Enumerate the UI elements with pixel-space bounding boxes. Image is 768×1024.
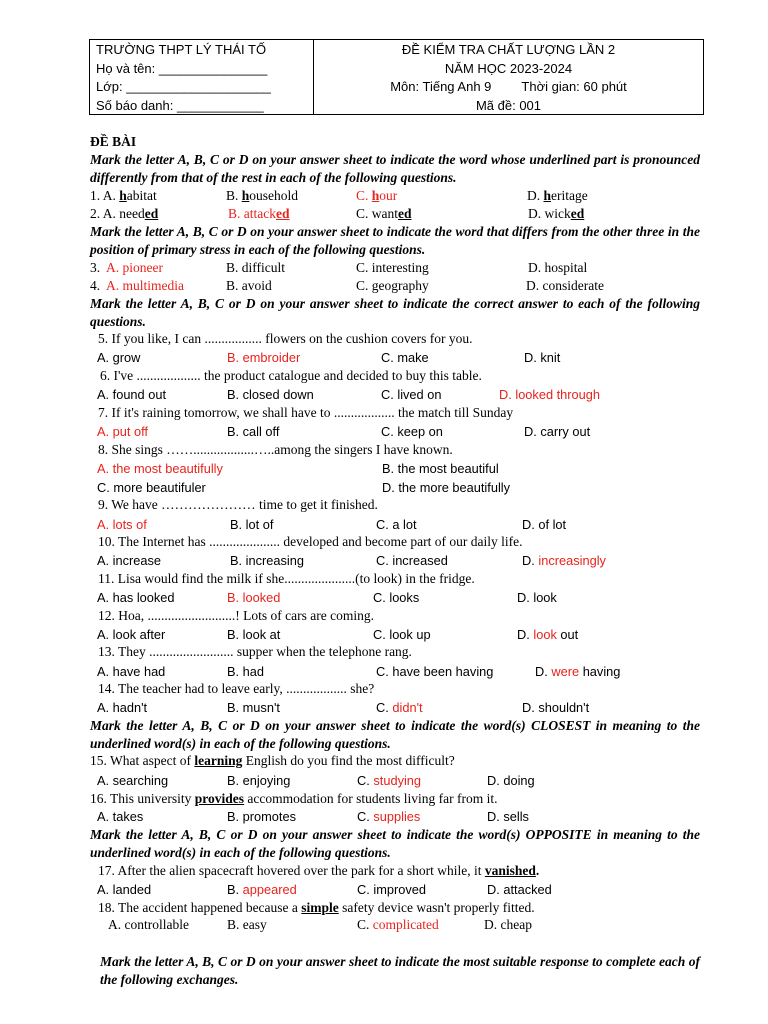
- q12-option-a: A. look after: [97, 627, 166, 642]
- q7-option-c: C. keep on: [381, 424, 443, 439]
- q11-option-c: C. looks: [373, 590, 420, 605]
- q16-underlined-word: provides: [194, 791, 245, 806]
- q7-option-b: B. call off: [227, 424, 280, 439]
- exam-title: ĐỀ KIỂM TRA CHẤT LƯỢNG LẦN 2: [401, 42, 616, 57]
- q14-option-b: B. musn't: [227, 700, 280, 715]
- q6-option-b: B. closed down: [227, 387, 314, 402]
- q4-number: 4.: [90, 278, 101, 293]
- q14-option-d: D. shouldn't: [522, 700, 590, 715]
- exam-info-cell: [314, 40, 703, 114]
- instruction-stress: Mark the letter A, B, C or D on your answer sheet to indicate the word that differs from the other three in the position of primary stress in each of the following questions.: [90, 224, 700, 257]
- q13-option-a: A. have had: [97, 664, 166, 679]
- q10-option-d: D. increasingly: [522, 553, 606, 568]
- subject-time-row: [314, 78, 703, 97]
- school-name: TRƯỜNG THPT LÝ THÁI TỐ: [96, 42, 267, 57]
- q2-option-c: C. wanted: [356, 206, 412, 221]
- q16-option-a: A. takes: [97, 809, 144, 824]
- q18-underlined-word: simple: [301, 900, 339, 915]
- q1-option-b: B. household: [226, 188, 299, 203]
- q17-option-d: D. attacked: [487, 882, 552, 897]
- q1-option-a: 1. A. habitat: [90, 188, 157, 203]
- q9-option-d: D. of lot: [522, 517, 567, 532]
- q15-stem: 15. What aspect of learning English do you find the most difficult?: [90, 753, 455, 768]
- q6-stem: 6. I've ................... the product catalogue and decided to buy this table.: [100, 368, 482, 383]
- school-year: NĂM HỌC 2023-2024: [444, 60, 573, 76]
- q4-option-c: C. geography: [356, 278, 429, 293]
- q11-stem: 11. Lisa would find the milk if she.....................(to look) in the fridge.: [98, 571, 475, 586]
- q6-option-d: D. looked through: [499, 387, 601, 402]
- student-info-cell: [90, 40, 314, 114]
- instruction-pronunciation: Mark the letter A, B, C or D on your answer sheet to indicate the word whose underlined part is pronounced differently from that of the rest in each of the following questions.: [90, 152, 700, 185]
- q7-option-d: D. carry out: [524, 424, 591, 439]
- q17-stem: 17. After the alien spacecraft hovered over the park for a short while, it vanished.: [98, 863, 540, 878]
- q18-option-a: A. controllable: [108, 917, 189, 932]
- q10-option-c: C. increased: [376, 553, 448, 568]
- q18-option-b: B. easy: [227, 917, 267, 932]
- q16-stem: 16. This university provides accommodation for students living far from it.: [90, 791, 498, 806]
- q7-option-a: A. put off: [97, 424, 148, 439]
- subject: Môn: Tiếng Anh 9: [390, 79, 492, 94]
- q3-option-d: D. hospital: [528, 260, 588, 275]
- q12-option-b: B. look at: [227, 627, 281, 642]
- q9-option-a: A. lots of: [97, 517, 147, 532]
- q15-option-d: D. doing: [487, 773, 535, 788]
- q8-option-d: D. the more beautifully: [382, 480, 511, 495]
- q16-option-c: C. supplies: [357, 809, 421, 824]
- q10-stem: 10. The Internet has ..................... developed and become part of our daily life.: [98, 534, 523, 549]
- q16-option-d: D. sells: [487, 809, 529, 824]
- q8-option-b: B. the most beautiful: [382, 461, 499, 476]
- q5-option-d: D. knit: [524, 350, 561, 365]
- class-line: Lớp: ____________________: [96, 79, 271, 94]
- q17-option-a: A. landed: [97, 882, 152, 897]
- section-title: ĐỀ BÀI: [90, 134, 137, 149]
- q8-option-c: C. more beautifuler: [97, 480, 206, 495]
- q13-option-b: B. had: [227, 664, 264, 679]
- q5-option-c: C. make: [381, 350, 429, 365]
- q18-stem: 18. The accident happened because a simple safety device wasn't properly fitted.: [98, 900, 535, 915]
- q4-option-a: A. multimedia: [106, 278, 184, 293]
- q17-underlined-word: vanished: [484, 863, 536, 878]
- q8-stem: 8. She sings ……..................…..among the singers I have known.: [98, 442, 453, 457]
- candidate-number-line: Số báo danh: ____________: [96, 97, 264, 113]
- q11-option-a: A. has looked: [97, 590, 175, 605]
- student-name-line: Họ và tên: _______________: [96, 60, 268, 76]
- q15-option-a: A. searching: [97, 773, 169, 788]
- q16-option-b: B. promotes: [227, 809, 296, 824]
- q11-option-b: B. looked: [227, 590, 281, 605]
- q4-option-b: B. avoid: [226, 278, 272, 293]
- q11-option-d: D. look: [517, 590, 557, 605]
- q8-option-a: A. the most beautifully: [97, 461, 223, 476]
- q17-option-c: C. improved: [357, 882, 426, 897]
- q15-option-c: C. studying: [357, 773, 422, 788]
- q6-option-a: A. found out: [97, 387, 167, 402]
- q2-option-b: B. attacked: [228, 206, 290, 221]
- q12-option-d: D. look out: [517, 627, 579, 642]
- q9-option-b: B. lot of: [230, 517, 274, 532]
- q3-option-b: B. difficult: [226, 260, 285, 275]
- q12-option-c: C. look up: [373, 627, 431, 642]
- q3-number: 3.: [90, 260, 101, 275]
- q13-stem: 13. They ......................... supper when the telephone rang.: [98, 644, 412, 659]
- q15-option-b: B. enjoying: [227, 773, 291, 788]
- q5-stem: 5. If you like, I can ................. flowers on the cushion covers for you.: [98, 331, 473, 346]
- q13-option-c: C. have been having: [376, 664, 494, 679]
- q14-option-a: A. hadn't: [97, 700, 148, 715]
- exam-code: Mã đề: 001: [475, 97, 542, 113]
- q4-option-d: D. considerate: [526, 278, 604, 293]
- q14-option-c: C. didn't: [376, 700, 423, 715]
- q2-option-a: 2. A. needed: [90, 206, 159, 221]
- q2-option-d: D. wicked: [528, 206, 585, 221]
- q7-stem: 7. If it's raining tomorrow, we shall have to .................. the match till Sunday: [98, 405, 514, 420]
- q18-option-c: C. complicated: [357, 917, 439, 932]
- q9-option-c: C. a lot: [376, 517, 417, 532]
- q14-stem: 14. The teacher had to leave early, .................. she?: [98, 681, 375, 696]
- q1-option-c: C. hour: [356, 188, 398, 203]
- instruction-response: Mark the letter A, B, C or D on your answer sheet to indicate the most suitable response to complete each of the following exchanges.: [100, 954, 700, 987]
- instruction-closest: Mark the letter A, B, C or D on your answer sheet to indicate the word(s) CLOSEST in meaning to the underlined word(s) in each of the following questions.: [90, 718, 700, 751]
- q10-option-b: B. increasing: [230, 553, 304, 568]
- q15-underlined-word: learning: [194, 753, 243, 768]
- q1-option-d: D. heritage: [527, 188, 588, 203]
- q13-option-d: D. were having: [535, 664, 621, 679]
- q3-option-c: C. interesting: [356, 260, 429, 275]
- exam-header: [89, 39, 704, 115]
- q5-option-a: A. grow: [97, 350, 141, 365]
- q6-option-c: C. lived on: [381, 387, 442, 402]
- time-limit: Thời gian: 60 phút: [521, 79, 627, 94]
- q5-option-b: B. embroider: [227, 350, 301, 365]
- q12-stem: 12. Hoa, ..........................! Lots of cars are coming.: [98, 608, 374, 623]
- q3-option-a: A. pioneer: [106, 260, 163, 275]
- q18-option-d: D. cheap: [484, 917, 532, 932]
- q9-stem: 9. We have ………………… time to get it finished.: [98, 497, 378, 512]
- q17-option-b: B. appeared: [227, 882, 297, 897]
- instruction-correct-answer: Mark the letter A, B, C or D on your answer sheet to indicate the correct answer to each of the following questions.: [90, 296, 700, 329]
- q10-option-a: A. increase: [97, 553, 162, 568]
- instruction-opposite: Mark the letter A, B, C or D on your answer sheet to indicate the word(s) OPPOSITE in meaning to the underlined word(s) in each of the following questions.: [90, 827, 700, 860]
